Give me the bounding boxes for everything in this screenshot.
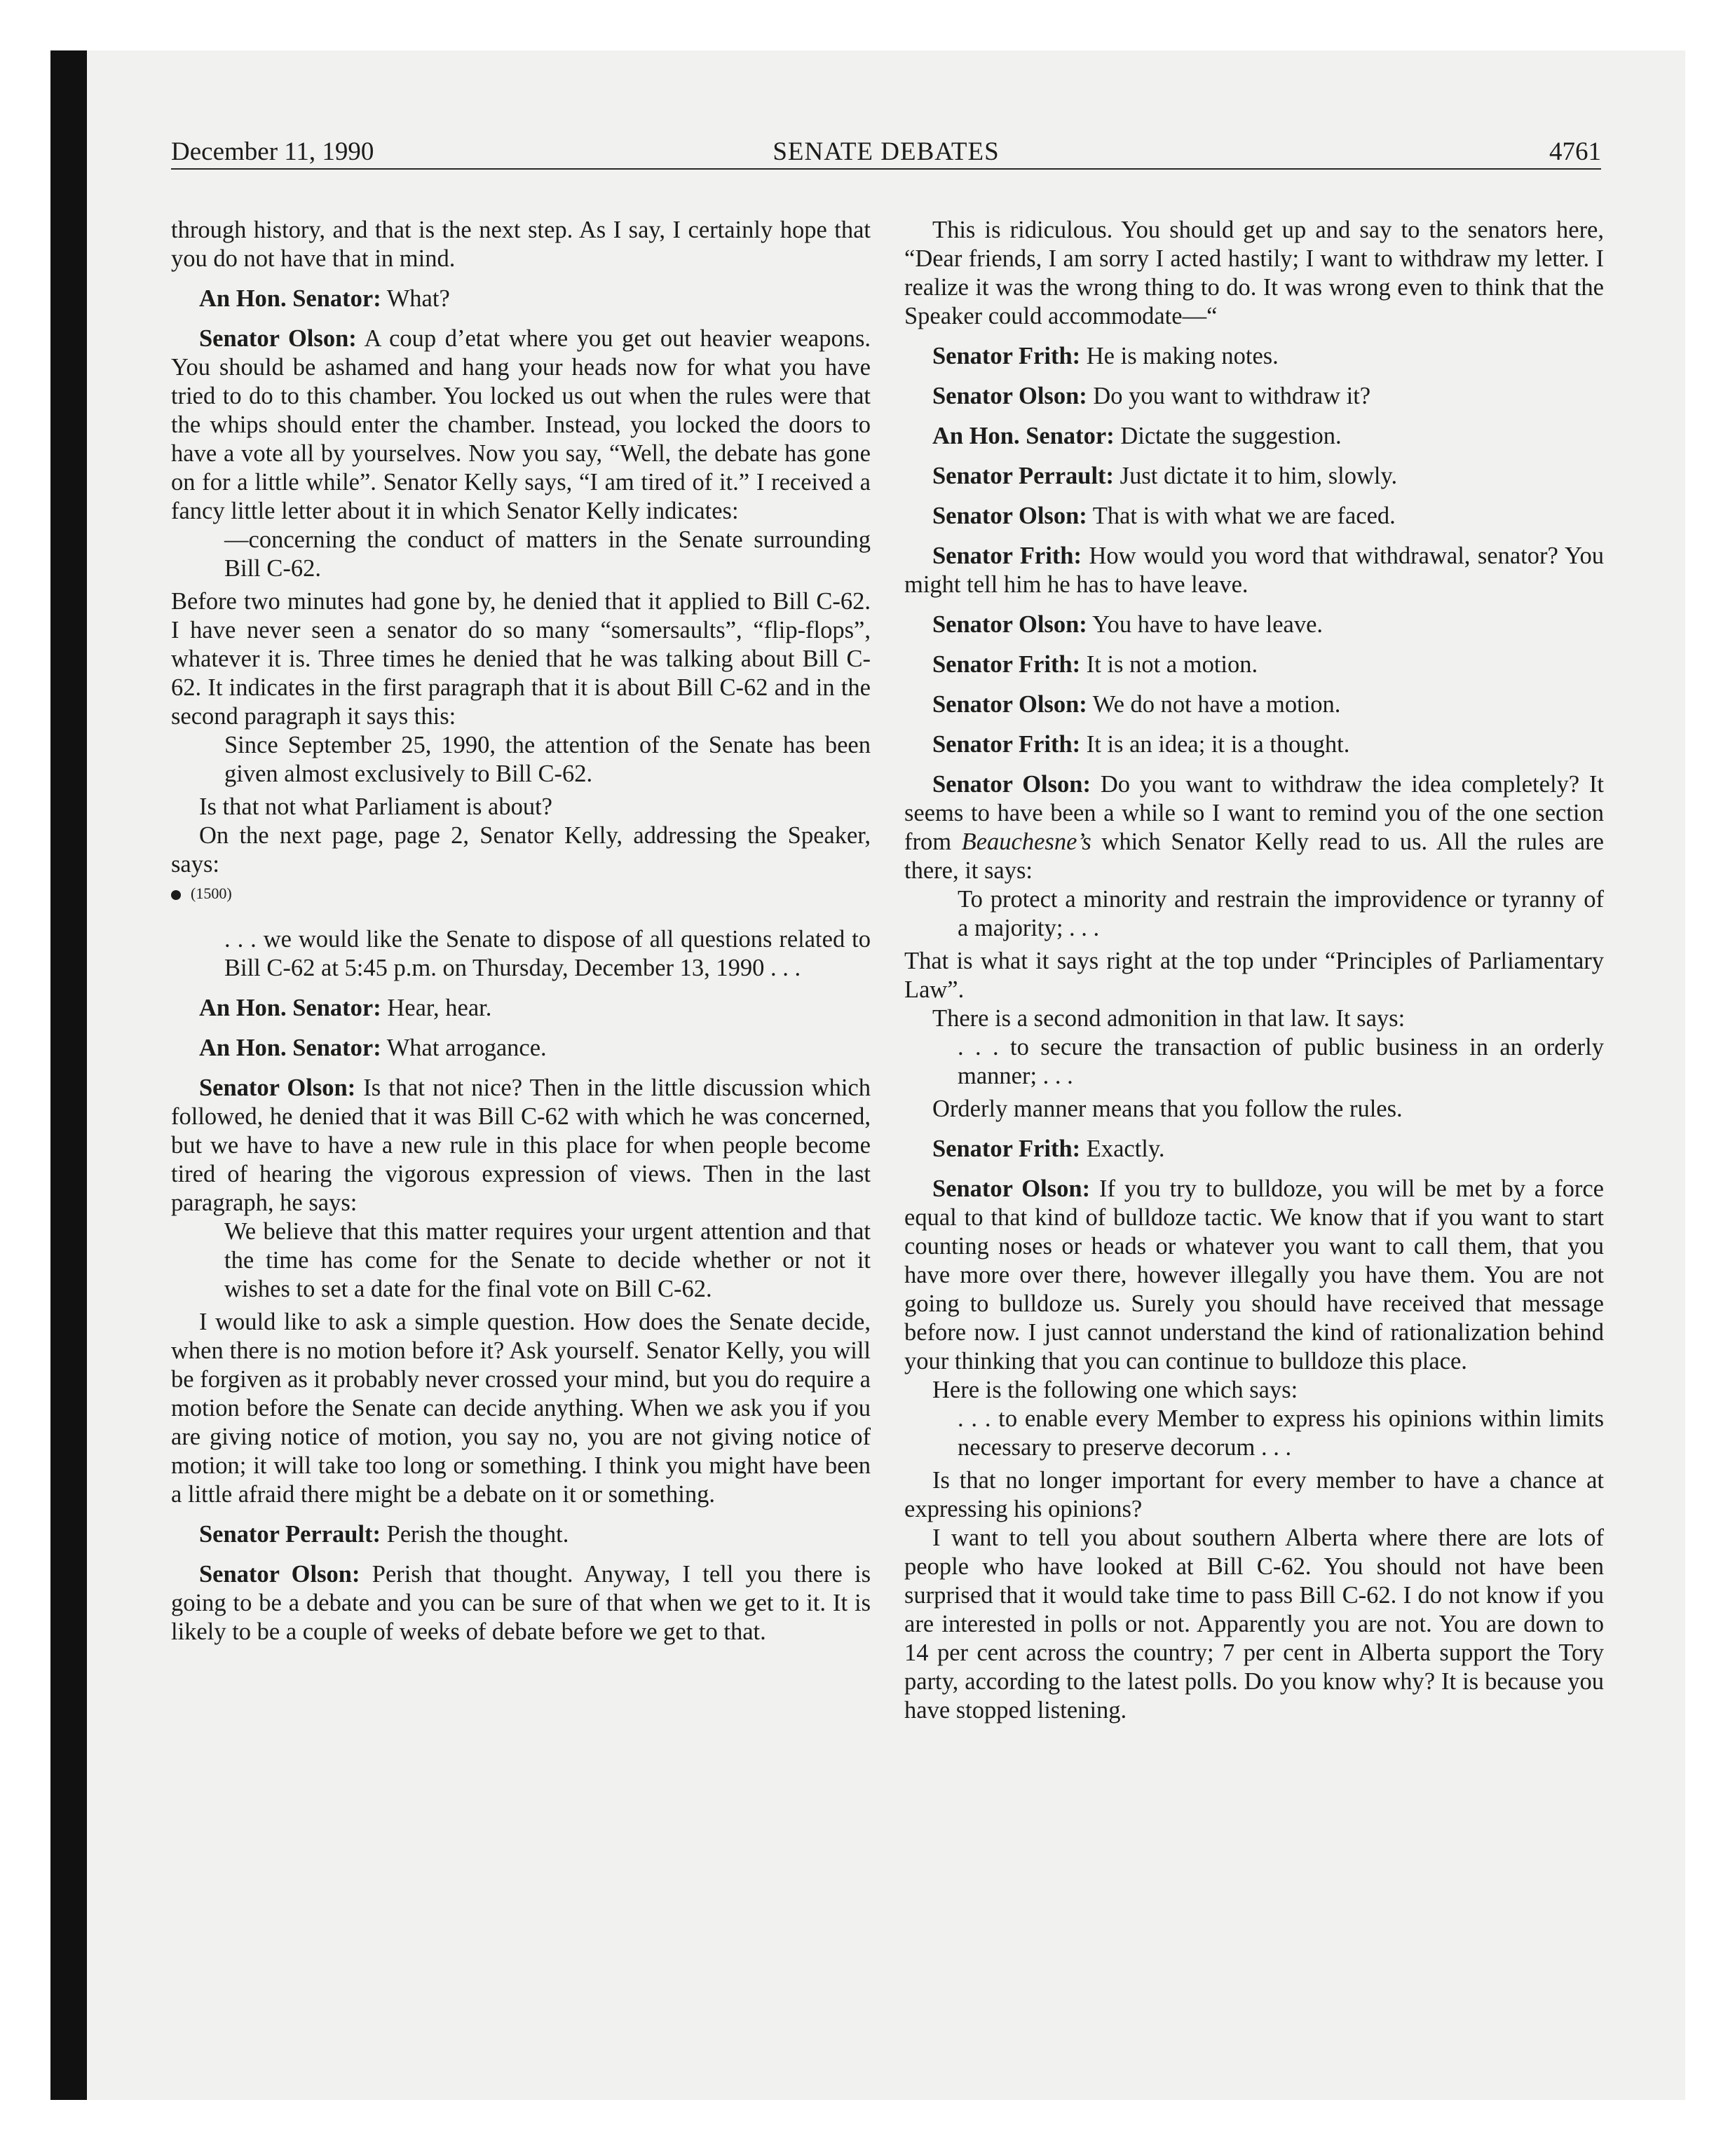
speech-paragraph	[171, 1034, 871, 1063]
header-title: SENATE DEBATES	[773, 137, 1000, 166]
speech-text: It is not a motion.	[1080, 651, 1258, 678]
paragraph: through history, and that is the next step. As I say, I certainly hope that you do not have that in mind.	[171, 217, 871, 272]
paragraph: Is that not what Parliament is about?	[199, 793, 552, 820]
speech-paragraph	[904, 610, 1604, 639]
speech-text: which Senator Kelly read to us. All the rules are there, it says:	[904, 828, 1604, 884]
speech-text: Just dictate it to him, slowly.	[1114, 463, 1398, 489]
speaker-name: Senator Olson:	[199, 325, 357, 352]
speaker-name: An Hon. Senator:	[199, 995, 381, 1021]
block-quote: . . . we would like the Senate to dispose of all questions related to Bill C-62 at 5:45 p.m. on Thursday, December 13, 1990 . . .	[224, 926, 871, 981]
speech-paragraph	[904, 422, 1604, 451]
paragraph: There is a second admonition in that law. It says:	[932, 1005, 1406, 1032]
speaker-name: An Hon. Senator:	[199, 1035, 381, 1061]
speech-paragraph	[904, 690, 1604, 719]
paragraph: Here is the following one which says:	[932, 1377, 1298, 1403]
speech-text: What arrogance.	[381, 1035, 547, 1061]
speech-text: If you try to bulldoze, you will be met by a force equal to that kind of bulldoze tactic. We know that if you want to start counting noses or heads or whatever you want to call them, that you have more over there, however illegally you have them. You are not going to bulldoze us. Surely you should have received that message before now. I just cannot understand the kind of rationalization behind your thinking that you can continue to bulldoze this place.	[904, 1175, 1604, 1374]
speech-text: Perish that thought. Anyway, I tell you there is going to be a debate and you can be sure of that when we get to it. It is likely to be a couple of weeks of debate before we get to that.	[171, 1561, 871, 1645]
time-marker-text: (1500)	[191, 885, 232, 902]
speaker-name: Senator Frith:	[932, 343, 1081, 369]
speech-text: Dictate the suggestion.	[1114, 423, 1342, 449]
time-marker	[171, 883, 871, 904]
paragraph: I want to tell you about southern Alberta where there are lots of people who have looked at Bill C-62. You should not have been surprised that it would take time to pass Bill C-62. I do not know if you are interested in polls or not. Apparently you are not. You are down to 14 per cent across the country; 7 per cent in Alberta support the Tory party, according to the latest polls. Do you know why? It is because you have stopped listening.	[904, 1524, 1604, 1724]
speech-paragraph	[171, 285, 871, 313]
speaker-name: Senator Olson:	[932, 1175, 1091, 1202]
paragraph: I would like to ask a simple question. How does the Senate decide, when there is no motion before it? Ask yourself. Senator Kelly, you will be forgiven as it probably never crossed your mind, but you do require a motion before the Senate can decide anything. When we ask you if you are giving notice of motion, you say no, you are not giving notice of motion; it will take too long or something. I think you might have been a little afraid there might be a debate on it or something.	[171, 1309, 871, 1508]
speaker-name: Senator Olson:	[932, 691, 1087, 718]
block-quote: . . . to enable every Member to express his opinions within limits necessary to preserve decorum . . .	[958, 1405, 1604, 1461]
speech-text: Hear, hear.	[381, 995, 492, 1021]
speech-paragraph	[171, 1074, 871, 1217]
left-column	[171, 216, 871, 1646]
speaker-name: Senator Olson:	[199, 1561, 360, 1588]
speaker-name: Senator Frith:	[932, 731, 1081, 758]
speech-text: A coup d’etat where you get out heavier weapons. You should be ashamed and hang your heads now for what you have tried to do to this chamber. You locked us out when the rules were that the whips should enter the chamber. Instead, you locked the doors to have a vote all by yourselves. Now you say, “Well, the debate has gone on for a little while”. Senator Kelly says, “I am tired of it.” I received a fancy little letter about it in which Senator Kelly indicates:	[171, 325, 871, 524]
speech-paragraph	[904, 342, 1604, 371]
speaker-name: An Hon. Senator:	[932, 423, 1115, 449]
speaker-name: Senator Perrault:	[932, 463, 1115, 489]
cited-work-title: Beauchesne’s	[961, 828, 1091, 855]
speech-text: What?	[381, 285, 450, 312]
speech-paragraph	[904, 462, 1604, 491]
speaker-name: Senator Olson:	[932, 611, 1087, 638]
speech-text: Perish the thought.	[381, 1521, 569, 1548]
speech-text: Do you want to withdraw it?	[1087, 383, 1371, 409]
speaker-name: An Hon. Senator:	[199, 285, 381, 312]
speech-paragraph	[904, 650, 1604, 679]
block-quote: Since September 25, 1990, the attention of the Senate has been given almost exclusively to Bill C-62.	[224, 732, 871, 787]
paragraph: That is what it says right at the top under “Principles of Parliamentary Law”.	[904, 948, 1604, 1003]
speech-paragraph	[904, 502, 1604, 531]
speech-text: He is making notes.	[1080, 343, 1279, 369]
block-quote: . . . to secure the transaction of public business in an orderly manner; . . .	[958, 1034, 1604, 1089]
block-quote: To protect a minority and restrain the improvidence or tyranny of a majority; . . .	[958, 886, 1604, 941]
paragraph: Orderly manner means that you follow the rules.	[932, 1096, 1403, 1122]
speech-paragraph	[904, 542, 1604, 599]
speaker-name: Senator Perrault:	[199, 1521, 381, 1548]
paragraph: This is ridiculous. You should get up and say to the senators here, “Dear friends, I am sorry I acted hastily; I want to withdraw my letter. I realize it was the wrong thing to do. It was wrong even to think that the Speaker could accommodate—“	[904, 217, 1604, 329]
speaker-name: Senator Frith:	[932, 1135, 1081, 1162]
paragraph: Is that no longer important for every member to have a chance at expressing his opinions?	[904, 1467, 1604, 1522]
speech-text: Is that not nice? Then in the little discussion which followed, he denied that it was Bill C-62 with which he was concerned, but we have to have a new rule in this place for when people become tired of hearing the vigorous expression of views. Then in the last paragraph, he says:	[171, 1074, 871, 1216]
speaker-name: Senator Olson:	[932, 383, 1087, 409]
speaker-name: Senator Olson:	[199, 1074, 356, 1101]
paragraph: Before two minutes had gone by, he denied that it applied to Bill C-62. I have never seen a senator do so many “somersaults”, “flip-flops”, whatever it is. Three times he denied that he was talking about Bill C-62. It indicates in the first paragraph that it is about Bill C-62 and in the second paragraph it says this:	[171, 588, 871, 730]
bullet-icon	[171, 890, 181, 900]
speech-paragraph	[904, 730, 1604, 759]
speech-text: Do you want to withdraw the idea completely? It seems to have been a while so I want to remind you of the one section from	[904, 771, 1605, 855]
header-date: December 11, 1990	[171, 137, 374, 166]
block-quote: —concerning the conduct of matters in the Senate surrounding Bill C-62.	[224, 526, 871, 582]
header-rule	[171, 168, 1601, 170]
speech-paragraph	[904, 1135, 1604, 1164]
speech-paragraph	[904, 1175, 1604, 1376]
speech-paragraph	[171, 1560, 871, 1646]
right-column	[904, 216, 1604, 1725]
speech-text: Exactly.	[1080, 1135, 1165, 1162]
speaker-name: Senator Frith:	[932, 543, 1082, 569]
speech-text: We do not have a motion.	[1087, 691, 1341, 718]
paragraph: On the next page, page 2, Senator Kelly, addressing the Speaker, says:	[171, 822, 871, 878]
scan-binding-edge	[50, 50, 87, 2100]
speaker-name: Senator Olson:	[932, 771, 1091, 798]
speech-paragraph	[904, 770, 1604, 885]
speech-text: That is with what we are faced.	[1087, 503, 1396, 529]
page-header	[171, 129, 1601, 171]
speech-paragraph	[171, 994, 871, 1023]
page-number: 4761	[1549, 137, 1601, 166]
speaker-name: Senator Olson:	[932, 503, 1087, 529]
speaker-name: Senator Frith:	[932, 651, 1081, 678]
speech-text: It is an idea; it is a thought.	[1080, 731, 1350, 758]
speech-paragraph	[171, 1520, 871, 1549]
speech-paragraph	[904, 382, 1604, 411]
speech-text: How would you word that withdrawal, senator? You might tell him he has to have leave.	[904, 543, 1604, 598]
speech-paragraph	[171, 325, 871, 526]
speech-text: You have to have leave.	[1087, 611, 1324, 638]
block-quote: We believe that this matter requires your urgent attention and that the time has come for the Senate to decide whether or not it wishes to set a date for the final vote on Bill C-62.	[224, 1218, 871, 1302]
